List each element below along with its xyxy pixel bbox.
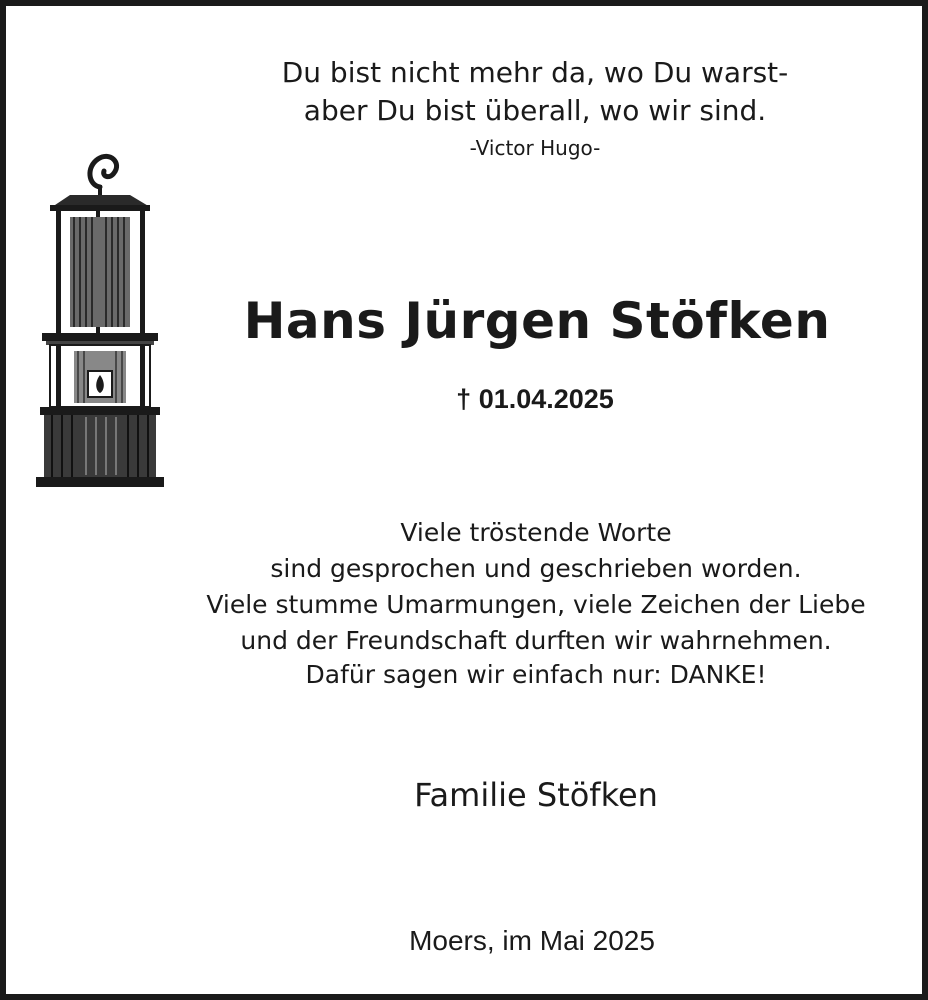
message-line-1: Viele tröstende Worte [400, 518, 672, 547]
deceased-name: Hans Jürgen Stöfken [243, 292, 831, 350]
message-line-3: Viele stumme Umarmungen, viele Zeichen der Liebe [206, 590, 866, 619]
message-line-5: Dafür sagen wir einfach nur: DANKE! [305, 660, 767, 689]
message-line-4: und der Freundschaft durften wir wahrnehmen. [240, 626, 832, 655]
quote-author: -Victor Hugo- [469, 136, 601, 160]
place-and-date: Moers, im Mai 2025 [409, 925, 655, 956]
quote-line-2: aber Du bist überall, wo wir sind. [303, 94, 767, 127]
family-signature: Familie Stöfken [414, 776, 658, 814]
message-line-2: sind gesprochen und geschrieben worden. [270, 554, 802, 583]
quote-line-1: Du bist nicht mehr da, wo Du warst- [281, 56, 789, 89]
death-date: † 01.04.2025 [456, 384, 614, 414]
